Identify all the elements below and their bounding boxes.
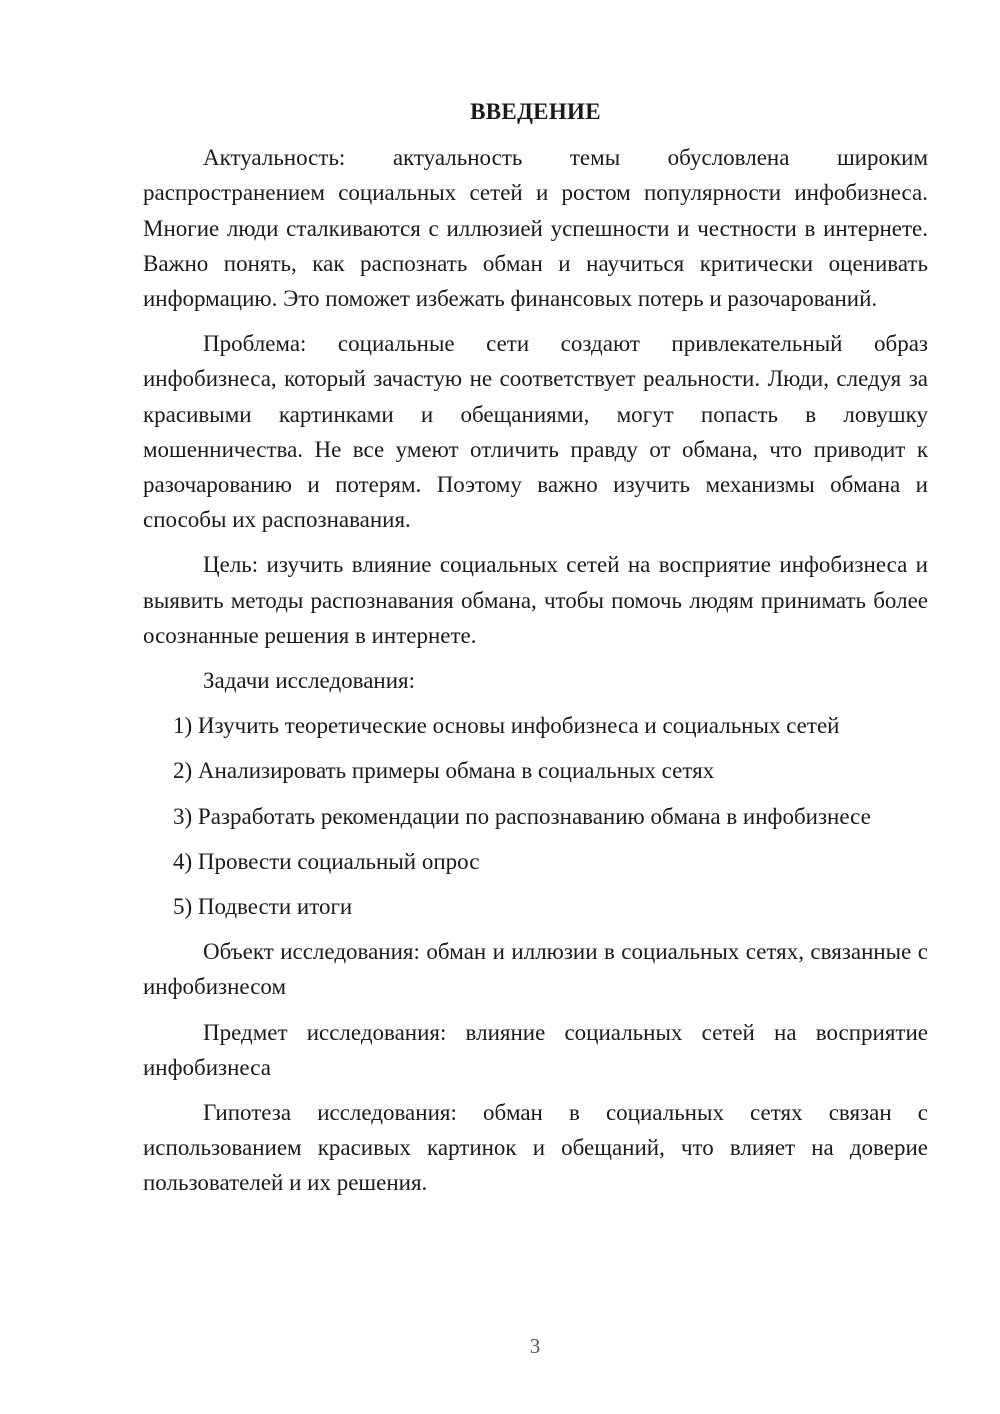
task-item: 3) Разработать рекомендации по распознаванию обмана в инфобизнесе [173, 803, 871, 829]
relevance-paragraph: Актуальность: актуальность темы обусловлена широким распространением социальных сетей и ростом популярности инфобизнеса. Многие люди сталкиваются с иллюзией успешности и честности в интернете. Важно понять, как распознать обман и научиться критически оценивать информацию. Это поможет избежать финансовых потерь и разочарований. [143, 145, 928, 312]
tasks-heading: Задачи исследования: [203, 668, 416, 694]
tasks-list [143, 708, 928, 924]
task-item: 2) Анализировать примеры обмана в социальных сетях [173, 758, 715, 784]
problem-paragraph: Проблема: социальные сети создают привлекательный образ инфобизнеса, который зачастую не соответствует реальности. Люди, следуя за красивыми картинками и обещаниями, могут попасть в ловушку мошенничества. Не все умеют отличить правду от обмана, что приводит к разочарованию и потерям. Поэтому важно изучить механизмы обмана и способы их распознавания. [143, 331, 928, 533]
task-item: 4) Провести социальный опрос [173, 848, 480, 874]
page-title: ВВЕДЕНИЕ [470, 99, 601, 124]
page-content [143, 94, 928, 1211]
task-item: 1) Изучить теоретические основы инфобизнеса и социальных сетей [173, 713, 840, 739]
task-item: 5) Подвести итоги [173, 894, 353, 920]
goal-paragraph: Цель: изучить влияние социальных сетей на восприятие инфобизнеса и выявить методы распознавания обмана, чтобы помочь людям принимать более осознанные решения в интернете. [143, 552, 928, 648]
hypothesis-paragraph: Гипотеза исследования: обман в социальных сетях связан с использованием красивых картинок и обещаний, что влияет на доверие пользователей и их решения. [143, 1100, 928, 1196]
page-number: 3 [529, 1334, 541, 1358]
subject-paragraph: Предмет исследования: влияние социальных сетей на восприятие инфобизнеса [143, 1019, 928, 1080]
object-paragraph: Объект исследования: обман и иллюзии в социальных сетях, связанные с инфобизнесом [143, 939, 928, 1000]
